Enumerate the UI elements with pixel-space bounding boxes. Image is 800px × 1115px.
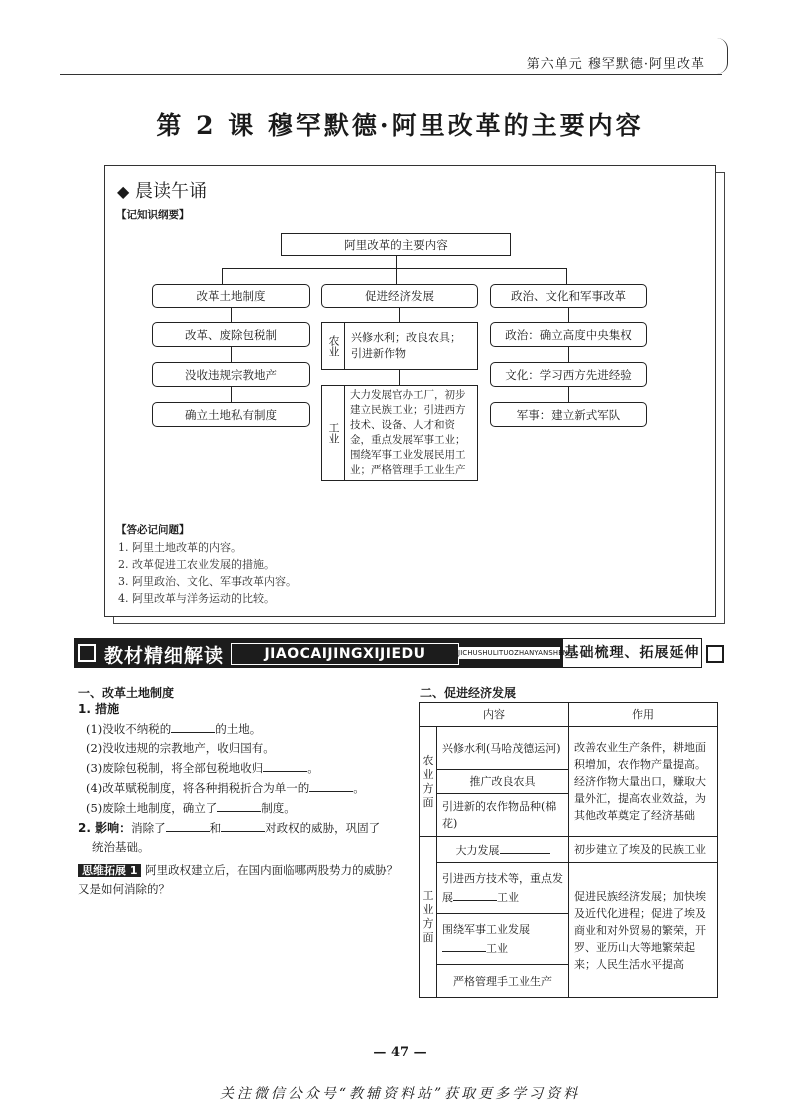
square-corner-icon: [78, 644, 96, 662]
influence-continued: 统治基础。: [92, 840, 150, 854]
ind-label: 工业: [321, 385, 345, 481]
table-cell: [437, 914, 569, 965]
influence-item: [78, 818, 400, 838]
banner-right-label: 基础梳理、拓展延伸: [562, 638, 702, 668]
cell-text: 引进西方技术等，重点发展: [442, 872, 563, 904]
extension-tag: 思维拓展 1: [78, 864, 141, 877]
question-list: [118, 539, 297, 607]
question-item: 3. 阿里政治、文化、军事改革内容。: [118, 575, 297, 588]
table-row: [420, 727, 718, 770]
connector-line: [399, 308, 400, 322]
connector-line: [231, 308, 232, 322]
thinking-extension: [78, 861, 400, 899]
col3-item: 军事：建立新式军队: [490, 402, 647, 427]
col1-item: 确立土地私有制度: [152, 402, 310, 427]
question-item: 1. 阿里土地改革的内容。: [118, 541, 242, 554]
connector-line: [568, 387, 569, 402]
agri-text: 兴修水利；改良农具；引进新作物: [344, 322, 478, 370]
cell-text: 工业: [486, 942, 508, 955]
section-heading-economy: 二、促进经济发展: [420, 686, 517, 700]
connector-line: [568, 347, 569, 362]
fill-blank[interactable]: [309, 778, 353, 792]
influence-label: 2. 影响：: [78, 821, 132, 835]
connector-line: [566, 268, 567, 284]
mindmap-root: 阿里改革的主要内容: [281, 233, 511, 256]
page-number: — 47 —: [373, 1045, 427, 1060]
fill-blank[interactable]: [217, 798, 261, 812]
measure-text: (5)废除土地制度，确立了: [86, 801, 218, 815]
table-header-cell: 内容: [420, 703, 569, 727]
table-header-cell: 作用: [569, 703, 718, 727]
banner-title: 教材精细解读: [104, 645, 225, 667]
table-cell: 推广改良农具: [437, 770, 569, 794]
agri-side-cell: 农业方面: [420, 727, 437, 837]
outline-label: 【记知识纲要】: [116, 209, 190, 221]
fill-blank[interactable]: [442, 938, 486, 952]
banner-pinyin: JIAOCAIJINGXIJIEDU: [231, 643, 459, 665]
measure-item: [78, 719, 400, 739]
diamond-icon: ◆: [117, 182, 130, 201]
measure-text: 制度。: [261, 801, 296, 815]
section-banner: [74, 638, 726, 668]
lesson-title: 第 2 课 穆罕默德·阿里改革的主要内容: [156, 111, 644, 140]
header-curve-decoration: [717, 38, 728, 74]
connector-line: [568, 308, 569, 322]
table-cell: [437, 863, 569, 914]
section-heading-land: 一、改革土地制度: [78, 686, 175, 700]
question-item: 4. 阿里改革与洋务运动的比较。: [118, 592, 275, 605]
col1-item: 改革、废除包税制: [152, 322, 310, 347]
col1-title: 改革土地制度: [152, 284, 310, 308]
measures-label: 1. 措施: [78, 702, 120, 716]
square-corner-icon: [706, 645, 724, 663]
economy-table: [419, 702, 718, 998]
extension-text: 阿里政权建立后，在国内面临哪两股势力的威胁？又是如何消除的？: [78, 863, 399, 896]
table-cell: 兴修水利(马哈茂德运河): [437, 727, 569, 770]
influence-text: 对政权的威胁，巩固了: [265, 821, 381, 835]
table-header-row: [420, 703, 718, 727]
fill-blank[interactable]: [453, 887, 497, 901]
measure-item: (2)没收违规的宗教地产，收归国有。: [86, 741, 275, 755]
table-cell: 严格管理手工业生产: [437, 965, 569, 998]
col3-item: 文化：学习西方先进经验: [490, 362, 647, 387]
ind-effect-short: 初步建立了埃及的民族工业: [569, 837, 718, 863]
fill-blank[interactable]: [500, 840, 550, 854]
ind-text: 大力发展官办工厂，初步建立民族工业；引进西方技术、设备、人才和资金，重点发展军事工业；围绕军事工业发展民用工业；严格管理手工业生产: [344, 385, 478, 481]
table-row: [420, 837, 718, 863]
measure-item: [78, 798, 400, 818]
col2-title: 促进经济发展: [321, 284, 478, 308]
connector-line: [231, 387, 232, 402]
cell-text: 工业: [497, 891, 519, 904]
cell-text: 大力发展: [455, 844, 500, 857]
connector-line: [222, 268, 566, 269]
measure-text: 。: [307, 761, 319, 775]
influence-text: 消除了: [131, 821, 166, 835]
unit-title: 第六单元 穆罕默德·阿里改革: [526, 57, 705, 72]
measure-item: [78, 758, 400, 778]
fill-blank[interactable]: [221, 818, 265, 832]
col3-title: 政治、文化和军事改革: [490, 284, 647, 308]
table-cell: [437, 837, 569, 863]
footer-note: 关注微信公众号“教辅资料站”获取更多学习资料: [219, 1086, 581, 1102]
measure-item: [78, 778, 400, 798]
connector-line: [396, 256, 397, 268]
measure-text: (4)改革赋税制度，将各种捐税折合为单一的: [86, 781, 310, 795]
questions-label: 【答必记问题】: [116, 524, 190, 536]
ind-side-cell: 工业方面: [420, 837, 437, 998]
influence-text: 和: [209, 821, 222, 835]
measure-text: 的土地。: [215, 722, 262, 736]
header-rule: [60, 74, 722, 75]
measure-text: (1)没收不纳税的: [86, 722, 172, 736]
connector-line: [399, 370, 400, 385]
connector-line: [231, 347, 232, 362]
fill-blank[interactable]: [166, 818, 210, 832]
table-row: [420, 863, 718, 914]
connector-line: [222, 268, 223, 284]
col1-item: 没收违规宗教地产: [152, 362, 310, 387]
measure-text: (3)废除包税制，将全部包税地收归: [86, 761, 264, 775]
table-cell: 引进新的农作物品种(棉花): [437, 794, 569, 837]
fill-blank[interactable]: [171, 719, 215, 733]
morning-heading-text: 晨读午诵: [135, 181, 208, 202]
measure-text: 。: [353, 781, 365, 795]
banner-tag: JICHUSHULITUOZHANYANSHEN: [458, 649, 568, 657]
agri-effect-cell: 改善农业生产条件，耕地面积增加，农作物产量提高。经济作物大量出口，赚取大量外汇，提高农业效益，为其他改革奠定了经济基础: [569, 727, 718, 837]
ind-effect-cell: 促进民族经济发展；加快埃及近代化进程；促进了埃及商业和对外贸易的繁荣，开罗、亚历山大等地繁荣起来；人民生活水平提高: [569, 863, 718, 998]
land-reform-content: [78, 700, 400, 899]
morning-heading: [117, 177, 207, 203]
question-item: 2. 改革促进工农业发展的措施。: [118, 558, 275, 571]
connector-line: [396, 268, 397, 284]
fill-blank[interactable]: [263, 758, 307, 772]
cell-text: 围绕军事工业发展: [442, 923, 530, 936]
agri-label: 农业: [321, 322, 345, 370]
col3-item: 政治：确立高度中央集权: [490, 322, 647, 347]
